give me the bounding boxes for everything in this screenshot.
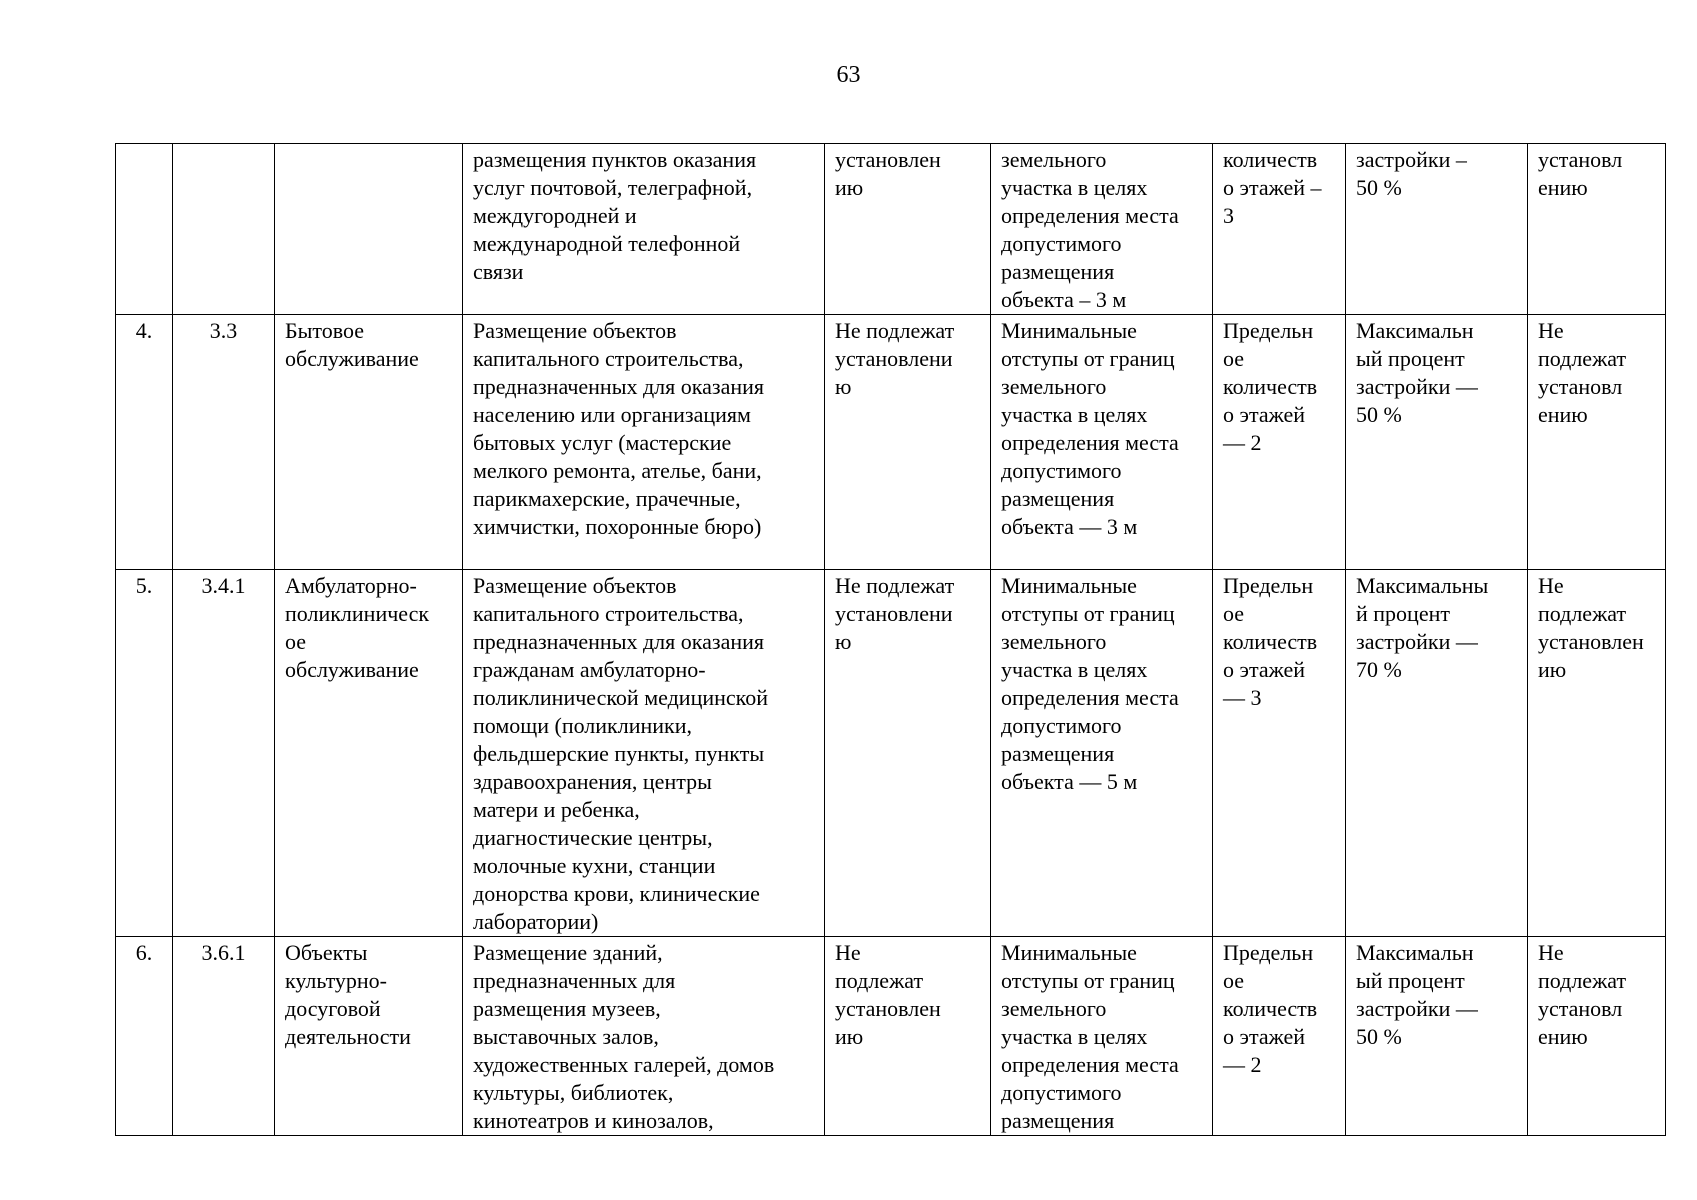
cell-text-line: допустимого [1001, 458, 1122, 483]
use-description-cell [463, 315, 825, 570]
cell-text-line: 3.3 [209, 318, 238, 343]
cell-text-line: предназначенных для оказания [473, 629, 765, 654]
cell-text-line: размещения [1001, 486, 1115, 511]
cell-text-line: 3.6.1 [201, 940, 246, 965]
cell-text-line: Амбулаторно- [285, 573, 417, 598]
cell-text-line: услуг почтовой, телеграфной, [473, 175, 753, 200]
floors-limit-cell [1213, 315, 1346, 570]
cell-text-line: 6. [135, 940, 153, 965]
cell-text-line: ю [835, 374, 852, 399]
cell-text-line: участка в целях [1001, 657, 1148, 682]
cell-text-line: Минимальные [1001, 573, 1137, 598]
cell-text-line: установл [1538, 374, 1623, 399]
cell-text-line: Размещение объектов [473, 573, 677, 598]
page-number: 63 [836, 62, 861, 88]
cell-text-line: культуры, библиотек, [473, 1080, 674, 1105]
cell-text-line: подлежат [1538, 968, 1627, 993]
cell-text-line: застройки — [1356, 629, 1478, 654]
cell-text-line: ению [1538, 175, 1588, 200]
cell-text-line: ию [835, 1024, 864, 1049]
cell-text-line: ое [1223, 601, 1245, 626]
other-limits-cell [1528, 570, 1666, 937]
cell-text-line: 50 % [1356, 402, 1402, 427]
other-limits-cell [1528, 937, 1666, 1136]
cell-text-line: 50 % [1356, 175, 1402, 200]
cell-text-line: Минимальные [1001, 940, 1137, 965]
cell-text-line: ое [1223, 968, 1245, 993]
floors-limit-cell [1213, 570, 1346, 937]
cell-text-line: установлени [835, 601, 953, 626]
cell-text-line: размещения [1001, 1108, 1115, 1133]
cell-text-line: подлежат [835, 968, 924, 993]
cell-text-line: культурно- [285, 968, 388, 993]
cell-text-line: Максимальн [1356, 318, 1474, 343]
cell-text-line: о этажей [1223, 657, 1306, 682]
cell-text-line: предназначенных для оказания [473, 374, 765, 399]
setbacks-cell [991, 315, 1213, 570]
use-code-cell [173, 144, 275, 315]
cell-text-line: Объекты [285, 940, 368, 965]
cell-text-line: Не [1538, 318, 1564, 343]
cell-text-line: ое [285, 629, 307, 654]
cell-text-line: — 3 [1223, 685, 1262, 710]
setbacks-cell [991, 937, 1213, 1136]
cell-text-line: допустимого [1001, 1080, 1122, 1105]
row-number-cell [116, 937, 173, 1136]
setbacks-cell [991, 570, 1213, 937]
cell-text-line: размещения [1001, 259, 1115, 284]
cell-text-line: размещения пунктов оказания [473, 147, 757, 172]
cell-text-line: Размещение объектов [473, 318, 677, 343]
cell-text-line: Предельн [1223, 940, 1314, 965]
cell-text-line: химчистки, похоронные бюро) [473, 514, 762, 539]
cell-text-line: ению [1538, 1024, 1588, 1049]
coverage-limit-cell [1346, 144, 1528, 315]
size-limits-cell [825, 144, 991, 315]
cell-text-line: установлен [835, 996, 941, 1021]
cell-text-line: участка в целях [1001, 402, 1148, 427]
cell-text-line: здравоохранения, центры [473, 769, 712, 794]
cell-text-line: Максимальны [1356, 573, 1489, 598]
cell-text-line: предназначенных для [473, 968, 676, 993]
cell-text-line: связи [473, 259, 524, 284]
cell-text-line: междугородней и [473, 203, 637, 228]
cell-text-line: ый процент [1356, 346, 1465, 371]
cell-text-line: установлен [835, 147, 941, 172]
cell-text-line: Максимальн [1356, 940, 1474, 965]
use-description-cell [463, 144, 825, 315]
cell-text-line: 4. [135, 318, 153, 343]
cell-text-line: земельного [1001, 629, 1107, 654]
cell-text-line: о этажей [1223, 1024, 1306, 1049]
cell-text-line: определения места [1001, 1052, 1179, 1077]
cell-text-line: выставочных залов, [473, 1024, 659, 1049]
cell-text-line: размещения [1001, 741, 1115, 766]
cell-text-line: установл [1538, 996, 1623, 1021]
table-row [116, 937, 1666, 1136]
cell-text-line: — 2 [1223, 430, 1262, 455]
cell-text-line: Предельн [1223, 318, 1314, 343]
cell-text-line: 70 % [1356, 657, 1402, 682]
table-row [116, 570, 1666, 937]
cell-text-line: матери и ребенка, [473, 797, 640, 822]
cell-text-line: подлежат [1538, 346, 1627, 371]
cell-text-line: Не [1538, 940, 1564, 965]
cell-text-line: деятельности [285, 1024, 411, 1049]
cell-text-line: количеств [1223, 374, 1318, 399]
row-number-cell [116, 570, 173, 937]
cell-text-line: о этажей – [1223, 175, 1322, 200]
cell-text-line: 5. [135, 573, 153, 598]
cell-text-line: кинотеатров и кинозалов, [473, 1108, 714, 1133]
table-row [116, 144, 1666, 315]
cell-text-line: населению или организациям [473, 402, 751, 427]
cell-text-line: молочные кухни, станции [473, 853, 716, 878]
cell-text-line: капитального строительства, [473, 346, 744, 371]
cell-text-line: участка в целях [1001, 175, 1148, 200]
cell-text-line: лаборатории) [473, 909, 599, 934]
cell-text-line: Бытовое [285, 318, 365, 343]
cell-text-line: застройки – [1356, 147, 1467, 172]
cell-text-line: досуговой [285, 996, 381, 1021]
cell-text-line: объекта — 3 м [1001, 514, 1138, 539]
cell-text-line: поликлиническ [285, 601, 430, 626]
cell-text-line: гражданам амбулаторно- [473, 657, 706, 682]
size-limits-cell [825, 315, 991, 570]
cell-text-line: помощи (поликлиники, [473, 713, 693, 738]
use-name-cell [275, 570, 463, 937]
cell-text-line: ый процент [1356, 968, 1465, 993]
coverage-limit-cell [1346, 937, 1528, 1136]
cell-text-line: земельного [1001, 374, 1107, 399]
use-description-cell [463, 570, 825, 937]
cell-text-line: Не подлежат [835, 573, 955, 598]
cell-text-line: Не [835, 940, 861, 965]
cell-text-line: й процент [1356, 601, 1450, 626]
cell-text-line: 50 % [1356, 1024, 1402, 1049]
cell-text-line: количеств [1223, 147, 1318, 172]
cell-text-line: 3.4.1 [201, 573, 246, 598]
cell-text-line: установлени [835, 346, 953, 371]
row-number-cell [116, 144, 173, 315]
use-description-cell [463, 937, 825, 1136]
size-limits-cell [825, 570, 991, 937]
cell-text-line: определения места [1001, 685, 1179, 710]
cell-text-line: — 2 [1223, 1052, 1262, 1077]
cell-text-line: земельного [1001, 147, 1107, 172]
setbacks-cell [991, 144, 1213, 315]
cell-text-line: отступы от границ [1001, 346, 1175, 371]
cell-text-line: застройки — [1356, 374, 1478, 399]
cell-text-line: Минимальные [1001, 318, 1137, 343]
cell-text-line: земельного [1001, 996, 1107, 1021]
cell-text-line: установлен [1538, 629, 1644, 654]
row-number-cell [116, 315, 173, 570]
cell-text-line: мелкого ремонта, ателье, бани, [473, 458, 762, 483]
coverage-limit-cell [1346, 315, 1528, 570]
floors-limit-cell [1213, 937, 1346, 1136]
cell-text-line: объекта – 3 м [1001, 287, 1127, 312]
use-name-cell [275, 144, 463, 315]
cell-text-line: отступы от границ [1001, 968, 1175, 993]
size-limits-cell [825, 937, 991, 1136]
cell-text-line: художественных галерей, домов [473, 1052, 775, 1077]
cell-text-line: установл [1538, 147, 1623, 172]
cell-text-line: Предельн [1223, 573, 1314, 598]
cell-text-line: определения места [1001, 430, 1179, 455]
cell-text-line: поликлинической медицинской [473, 685, 769, 710]
cell-text-line: объекта — 5 м [1001, 769, 1138, 794]
cell-text-line: 3 [1223, 203, 1234, 228]
use-name-cell [275, 315, 463, 570]
cell-text-line: количеств [1223, 629, 1318, 654]
floors-limit-cell [1213, 144, 1346, 315]
cell-text-line: количеств [1223, 996, 1318, 1021]
cell-text-line: допустимого [1001, 231, 1122, 256]
cell-text-line: Размещение зданий, [473, 940, 663, 965]
coverage-limit-cell [1346, 570, 1528, 937]
cell-text-line: застройки — [1356, 996, 1478, 1021]
cell-text-line: донорства крови, клинические [473, 881, 760, 906]
cell-text-line: ию [1538, 657, 1567, 682]
cell-text-line: диагностические центры, [473, 825, 713, 850]
use-code-cell [173, 315, 275, 570]
other-limits-cell [1528, 315, 1666, 570]
use-code-cell [173, 937, 275, 1136]
cell-text-line: ению [1538, 402, 1588, 427]
cell-text-line: участка в целях [1001, 1024, 1148, 1049]
cell-text-line: обслуживание [285, 657, 419, 682]
zoning-regulations-table [115, 143, 1666, 1136]
cell-text-line: фельдшерские пункты, пункты [473, 741, 765, 766]
cell-text-line: размещения музеев, [473, 996, 661, 1021]
cell-text-line: ю [835, 629, 852, 654]
cell-text-line: Не подлежат [835, 318, 955, 343]
cell-text-line: определения места [1001, 203, 1179, 228]
cell-text-line: обслуживание [285, 346, 419, 371]
cell-text-line: парикмахерские, прачечные, [473, 486, 741, 511]
cell-text-line: подлежат [1538, 601, 1627, 626]
cell-text-line: допустимого [1001, 713, 1122, 738]
cell-text-line: международной телефонной [473, 231, 741, 256]
table-row [116, 315, 1666, 570]
cell-text-line: ое [1223, 346, 1245, 371]
cell-text-line: отступы от границ [1001, 601, 1175, 626]
use-name-cell [275, 937, 463, 1136]
cell-text-line: о этажей [1223, 402, 1306, 427]
cell-text-line: бытовых услуг (мастерские [473, 430, 732, 455]
other-limits-cell [1528, 144, 1666, 315]
cell-text-line: Не [1538, 573, 1564, 598]
cell-text-line: капитального строительства, [473, 601, 744, 626]
cell-text-line: ию [835, 175, 864, 200]
use-code-cell [173, 570, 275, 937]
